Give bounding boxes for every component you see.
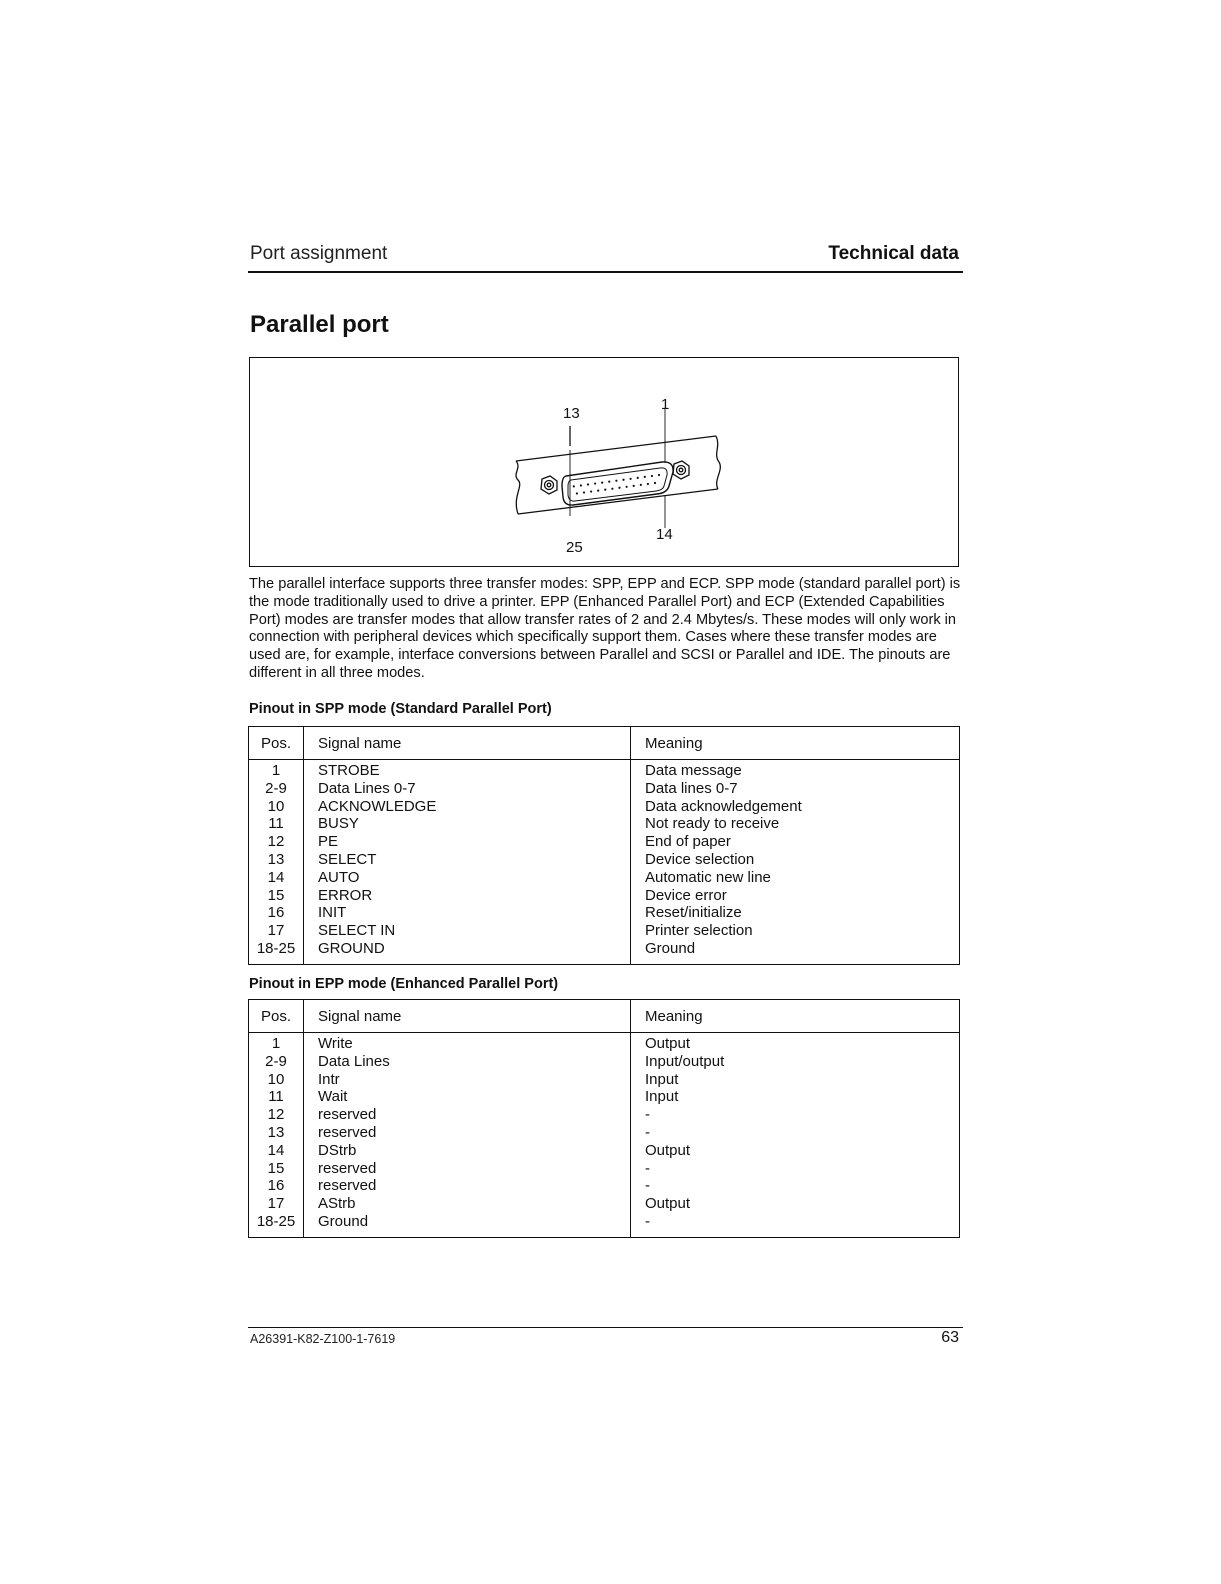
signal-cell: GROUND [304,940,631,964]
meaning-cell: Reset/initialize [645,904,742,922]
connector-pin [580,484,582,486]
signal-cell: AUTO [304,869,631,887]
epp-table-title: Pinout in EPP mode (Enhanced Parallel Port) [249,976,559,992]
meaning-cell: Device selection [645,850,755,868]
meaning-cell: - [645,1159,650,1177]
signal-cell: Ground [304,1213,631,1237]
pos-cell: 14 [249,869,304,887]
table-row [249,1124,960,1142]
pos-cell: 1 [249,760,304,780]
signal-cell: reserved [304,1160,631,1178]
pos-cell: 17 [249,1195,304,1213]
signal-cell: ERROR [304,887,631,905]
table-row [249,851,960,869]
d-sub-25-connector-illustration [250,358,960,568]
signal-cell: Data Lines 0-7 [304,780,631,798]
table-row [249,1213,960,1237]
document-number: A26391-K82-Z100-1-7619 [250,1332,396,1346]
meaning-cell: End of paper [645,833,731,851]
table-row [249,798,960,816]
signal-cell: Wait [304,1088,631,1106]
meaning-cell: - [645,1106,650,1124]
table-row [249,1142,960,1160]
table-row [249,1033,960,1053]
meaning-cell: Printer selection [645,922,753,940]
meaning-cell: - [645,1177,650,1195]
connector-pin [583,491,585,493]
meaning-cell: - [645,1123,650,1141]
pos-cell: 10 [249,1071,304,1089]
connector-pin [597,490,599,492]
signal-cell: STROBE [304,760,631,780]
connector-pin [640,484,642,486]
running-header-chapter: Technical data [828,243,959,264]
table-row [249,922,960,940]
pos-cell: 16 [249,1177,304,1195]
column-header-meaning: Meaning [631,1000,960,1033]
signal-cell: SELECT [304,851,631,869]
table-row [249,1088,960,1106]
pos-cell: 12 [249,833,304,851]
meaning-cell: Data acknowledgement [645,797,802,815]
pin-1-label: 1 [661,396,670,413]
pos-cell: 10 [249,798,304,816]
pos-cell: 15 [249,887,304,905]
pos-cell: 14 [249,1142,304,1160]
pos-cell: 12 [249,1106,304,1124]
meaning-cell: Input [645,1088,679,1106]
connector-pin [601,482,603,484]
table-row [249,869,960,887]
signal-cell: SELECT IN [304,922,631,940]
table-header-row [249,1000,960,1033]
spp-pinout-table [248,726,960,965]
meaning-cell: Device error [645,886,727,904]
signal-cell: Write [304,1033,631,1053]
pos-cell: 17 [249,922,304,940]
meaning-cell: Input/output [645,1052,725,1070]
table-row [249,760,960,780]
signal-cell: ACKNOWLEDGE [304,798,631,816]
column-header-pos: Pos. [249,727,304,760]
table-row [249,833,960,851]
connector-pin [647,483,649,485]
meaning-cell: Data lines 0-7 [645,779,738,797]
table-row [249,1177,960,1195]
signal-cell: Data Lines [304,1053,631,1071]
connector-pin [594,482,596,484]
pos-cell: 11 [249,815,304,833]
pos-cell: 13 [249,851,304,869]
signal-cell: AStrb [304,1195,631,1213]
table-row [249,940,960,964]
connector-pin [618,487,620,489]
column-header-signal: Signal name [304,727,631,760]
connector-pin [633,485,635,487]
meaning-cell: Ground [645,939,696,957]
connector-pin [615,480,617,482]
connector-figure [249,357,959,567]
pos-cell: 18-25 [249,1213,304,1237]
signal-cell: PE [304,833,631,851]
signal-cell: Intr [304,1071,631,1089]
table-row [249,780,960,798]
signal-cell: reserved [304,1177,631,1195]
table-row [249,1053,960,1071]
pos-cell: 1 [249,1033,304,1053]
connector-pin [654,482,656,484]
header-divider [248,271,963,273]
table-row [249,1160,960,1178]
page-title: Parallel port [250,311,389,338]
pos-cell: 2-9 [249,780,304,798]
table-row [249,1071,960,1089]
pos-cell: 18-25 [249,940,304,964]
meaning-cell: Automatic new line [645,868,771,886]
table-header-row [249,727,960,760]
signal-cell: BUSY [304,815,631,833]
footer-divider [248,1327,963,1328]
column-header-meaning: Meaning [631,727,960,760]
signal-cell: INIT [304,904,631,922]
connector-pin [637,477,639,479]
column-header-pos: Pos. [249,1000,304,1033]
table-row [249,904,960,922]
pos-cell: 15 [249,1160,304,1178]
connector-pin [576,492,578,494]
meaning-cell: Output [645,1195,691,1213]
pin-14-label: 14 [656,526,673,543]
signal-cell: reserved [304,1124,631,1142]
connector-pin [630,478,632,480]
pos-cell: 16 [249,904,304,922]
page-number: 63 [941,1329,959,1346]
meaning-cell: Output [645,1141,691,1159]
meaning-cell: - [645,1212,650,1230]
connector-pin [622,479,624,481]
column-header-signal: Signal name [304,1000,631,1033]
signal-cell: reserved [304,1106,631,1124]
connector-pin [587,483,589,485]
table-row [249,1195,960,1213]
table-row [249,815,960,833]
meaning-cell: Input [645,1070,679,1088]
connector-pin [608,481,610,483]
pin-13-label: 13 [563,405,580,422]
meaning-cell: Not ready to receive [645,815,780,833]
meaning-cell: Data message [645,762,742,779]
connector-pin [611,488,613,490]
running-header-section: Port assignment [250,243,388,264]
pos-cell: 2-9 [249,1053,304,1071]
epp-pinout-table [248,999,960,1238]
connector-pin [573,485,575,487]
connector-pin [626,486,628,488]
pin-25-label: 25 [566,539,583,556]
connector-pin [651,475,653,477]
pos-cell: 11 [249,1088,304,1106]
connector-pin [658,474,660,476]
connector-pin [590,490,592,492]
signal-cell: DStrb [304,1142,631,1160]
spp-table-title: Pinout in SPP mode (Standard Parallel Port) [249,701,552,717]
table-row [249,887,960,905]
connector-pin [604,489,606,491]
meaning-cell: Output [645,1035,691,1052]
table-row [249,1106,960,1124]
intro-paragraph: The parallel interface supports three transfer modes: SPP, EPP and ECP. SPP mode (standard parallel port) is the mode traditionally used to drive a printer. EPP (Enhanced Parallel Port) and ECP (Extended Capabilities Port) modes are transfer modes that allow transfer rates of 2 and 2.4 Mbytes/s. These modes will only work in connection with peripheral devices which specifically support them. Cases where these transfer modes are used are, for example, interface conversions between Parallel and SCSI or Parallel and IDE. The pinouts are different in all three modes. [249,576,961,681]
pos-cell: 13 [249,1124,304,1142]
connector-pin [644,476,646,478]
